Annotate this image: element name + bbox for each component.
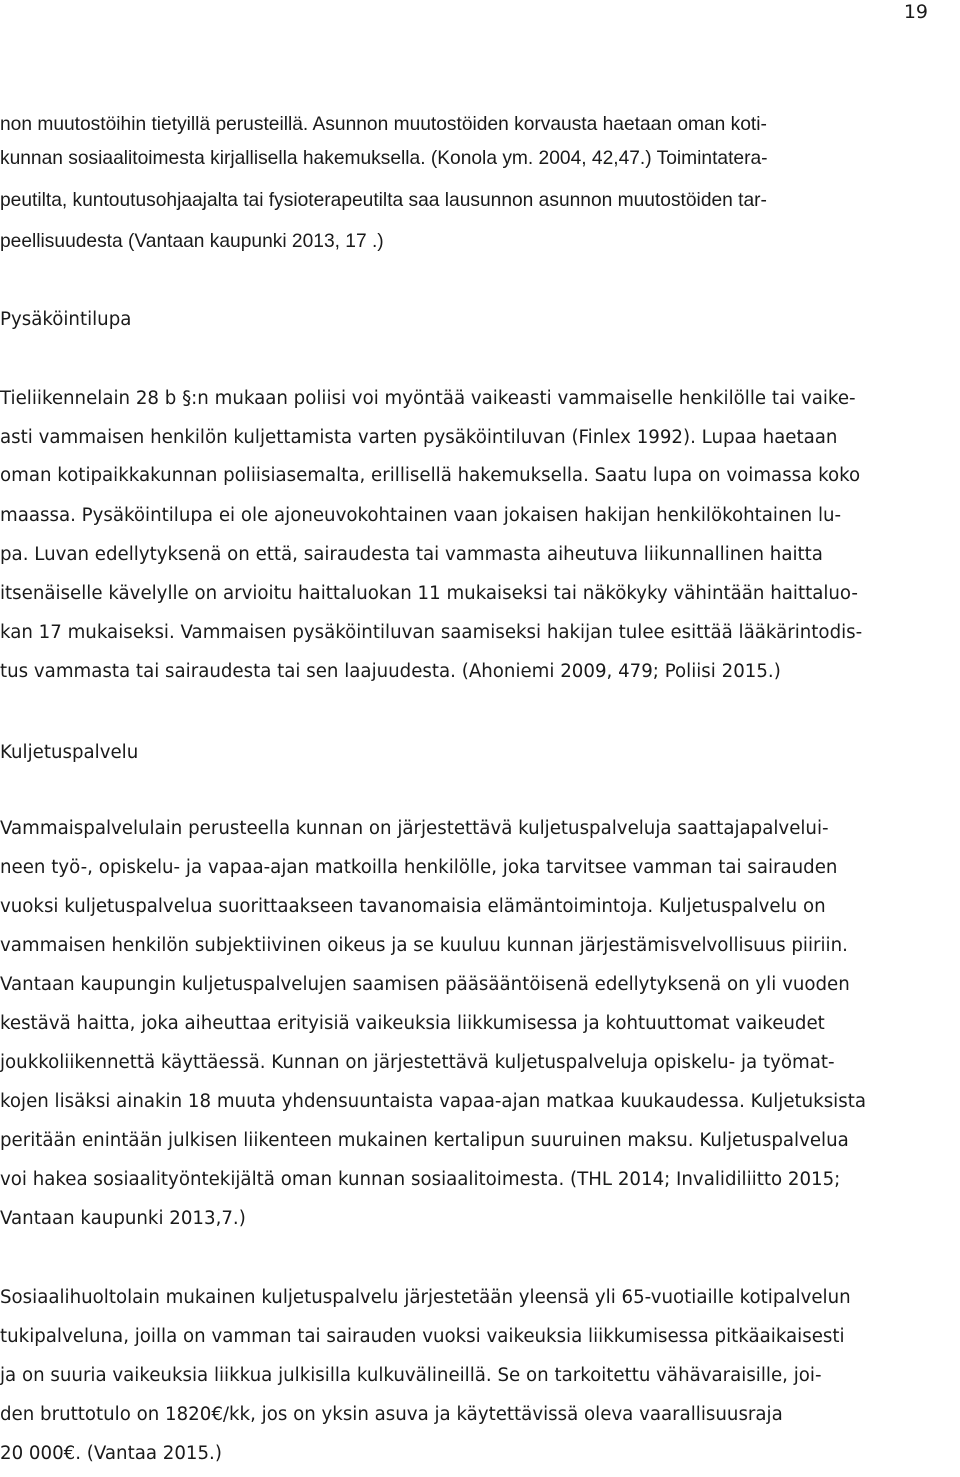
body-text-line: ja on suuria vaikeuksia liikkua julkisilla kulkuvälineillä. Se on tarkoitettu vähävaraisille, joi-: [0, 1365, 822, 1386]
body-text-line: joukkoliikennettä käyttäessä. Kunnan on järjestettävä kuljetuspalveluja opiskelu- ja työmat-: [0, 1052, 835, 1073]
body-text-line: non muutostöihin tietyillä perusteillä. Asunnon muutostöiden korvausta haetaan oman koti-: [0, 114, 767, 135]
body-text-line: tukipalveluna, joilla on vamman tai sairauden vuoksi vaikeuksia liikkumisessa pitkäaikaisesti: [0, 1326, 845, 1347]
body-text-line: Tieliikennelain 28 b §:n mukaan poliisi voi myöntää vaikeasti vammaiselle henkilölle tai vaike-: [0, 388, 856, 409]
section-heading: Pysäköintilupa: [0, 309, 132, 330]
body-text-line: tus vammasta tai sairaudesta tai sen laajuudesta. (Ahoniemi 2009, 479; Poliisi 2015.): [0, 661, 781, 682]
body-text-line: 20 000€. (Vantaa 2015.): [0, 1443, 222, 1464]
body-text-line: neen työ-, opiskelu- ja vapaa-ajan matkoilla henkilölle, joka tarvitsee vamman tai sairauden: [0, 857, 838, 878]
body-text-line: Vantaan kaupunki 2013,7.): [0, 1208, 246, 1229]
body-text-line: voi hakea sosiaalityöntekijältä oman kunnan sosiaalitoimesta. (THL 2014; Invalidiliitto 2015;: [0, 1169, 841, 1190]
body-text-line: Vammaispalvelulain perusteella kunnan on järjestettävä kuljetuspalveluja saattajapalvelui-: [0, 818, 829, 839]
body-text-line: vuoksi kuljetuspalvelua suorittaakseen tavanomaisia elämäntoimintoja. Kuljetuspalvelu on: [0, 896, 826, 917]
page-number: 19: [903, 1, 928, 23]
section-heading: Kuljetuspalvelu: [0, 742, 139, 763]
body-text-line: peritään enintään julkisen liikenteen mukainen kertalipun suuruinen maksu. Kuljetuspalvelua: [0, 1130, 849, 1151]
body-text-line: kestävä haitta, joka aiheuttaa erityisiä vaikeuksia liikkumisessa ja kohtuuttomat vaikeudet: [0, 1013, 825, 1034]
body-text-line: peutilta, kuntoutusohjaajalta tai fysioterapeutilta saa lausunnon asunnon muutostöiden tar-: [0, 190, 767, 211]
body-text-line: pa. Luvan edellytyksenä on että, sairaudesta tai vammasta aiheutuva liikunnallinen haitta: [0, 544, 823, 565]
body-text-line: itsenäiselle kävelylle on arvioitu haittaluokan 11 mukaiseksi tai näkökyky vähintään haittaluo-: [0, 583, 858, 604]
body-text-line: kan 17 mukaiseksi. Vammaisen pysäköintiluvan saamiseksi hakijan tulee esittää lääkärintodis-: [0, 622, 863, 643]
body-text-line: asti vammaisen henkilön kuljettamista varten pysäköintiluvan (Finlex 1992). Lupaa haetaan: [0, 427, 838, 448]
body-text-line: vammaisen henkilön subjektiivinen oikeus ja se kuuluu kunnan järjestämisvelvollisuus piiriin.: [0, 935, 848, 956]
body-text-line: kojen lisäksi ainakin 18 muuta yhdensuuntaista vapaa-ajan matkaa kuukaudessa. Kuljetuksista: [0, 1091, 866, 1112]
body-text-line: oman kotipaikkakunnan poliisiasemalta, erillisellä hakemuksella. Saatu lupa on voimassa koko: [0, 465, 861, 486]
body-text-line: Vantaan kaupungin kuljetuspalvelujen saamisen pääsääntöisenä edellytyksenä on yli vuoden: [0, 974, 850, 995]
body-text-line: den bruttotulo on 1820€/kk, jos on yksin asuva ja käytettävissä oleva vaarallisuusraja: [0, 1404, 783, 1425]
body-text-line: maassa. Pysäköintilupa ei ole ajoneuvokohtainen vaan jokaisen hakijan henkilökohtainen lu-: [0, 505, 842, 526]
body-text-line: Sosiaalihuoltolain mukainen kuljetuspalvelu järjestetään yleensä yli 65-vuotiaille kotipalvelun: [0, 1287, 851, 1308]
body-text-line: peellisuudesta (Vantaan kaupunki 2013, 17 .): [0, 231, 384, 252]
body-text-line: kunnan sosiaalitoimesta kirjallisella hakemuksella. (Konola ym. 2004, 42,47.) Toimintatera-: [0, 148, 768, 169]
